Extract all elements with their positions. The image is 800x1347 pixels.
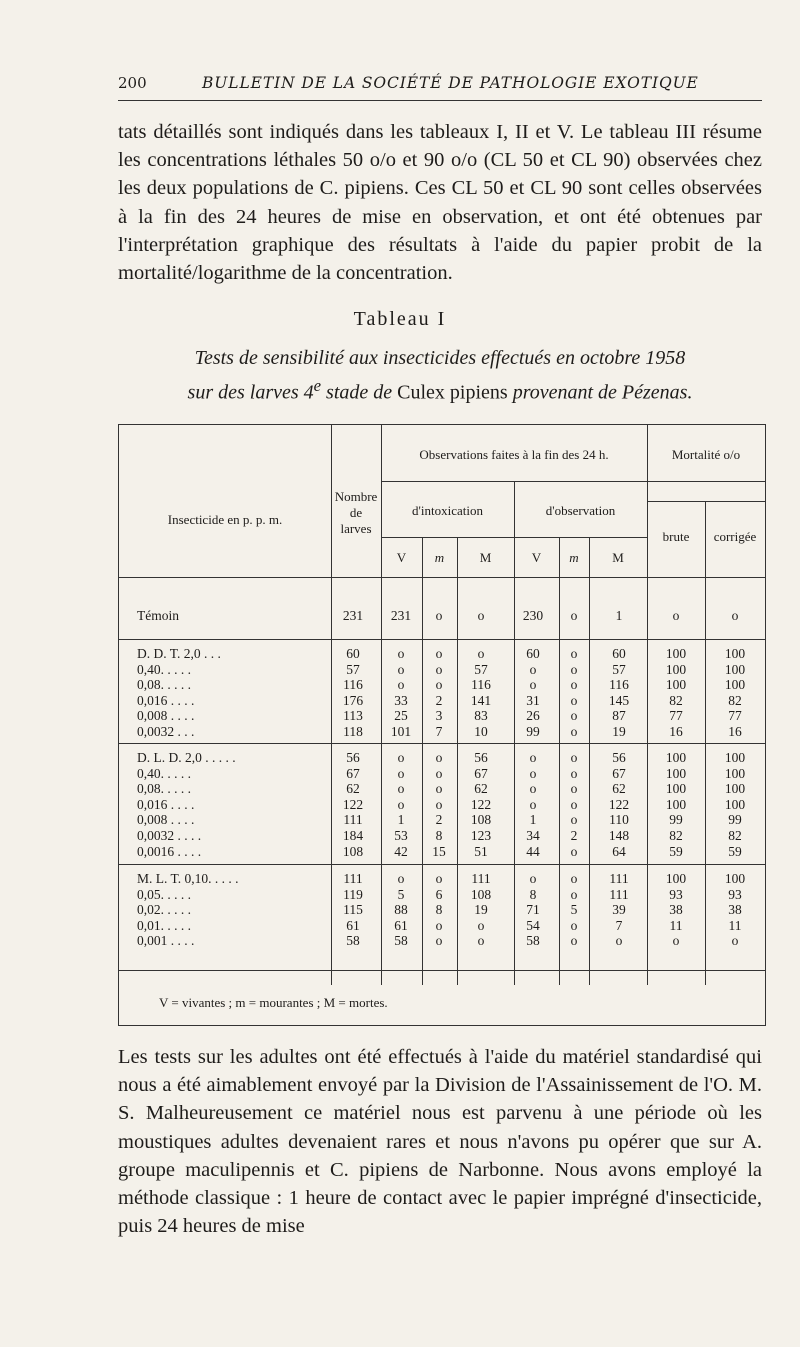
table-row [119, 693, 765, 710]
cell-value: o [529, 781, 537, 797]
table-row [119, 871, 765, 888]
cell-value: o [570, 796, 578, 812]
cell-value: 115 [343, 902, 363, 918]
header-m-obs: m [569, 550, 579, 565]
header-m-intox: m [434, 550, 445, 565]
cell-value: o [570, 661, 578, 677]
cell-value: 83 [474, 708, 488, 724]
cell-value: 77 [669, 708, 683, 724]
row-label: 0,008 . . . . [137, 708, 195, 724]
cell-value: 2 [435, 812, 443, 828]
cell-value: 113 [343, 708, 363, 724]
cell-value: 8 [529, 886, 537, 902]
row-label: 0,001 . . . . [137, 933, 195, 949]
cell-value: 5 [397, 886, 405, 902]
cell-value: o [731, 933, 739, 949]
cell-value: o [397, 781, 405, 797]
cell-value: 145 [608, 692, 630, 708]
cell-value: 62 [474, 781, 488, 797]
running-header [118, 74, 762, 101]
cell-value: 88 [394, 902, 408, 918]
cell-value: 100 [724, 646, 746, 661]
cell-value: o [435, 765, 443, 781]
row-label: M. L. T. 0,10. . . . . [137, 871, 239, 886]
paragraph-adults: Les tests sur les adultes ont été effectués à l'aide du matériel standardisé qui nous a été aimablement envoyé par la Division de l'Assainissement de l'O. M. S. Malheureusement ce matériel nous est parvenu à une période où les moustiques adultes devenaient rares et nous n'avons pu opérer que sur A. groupe maculipennis et C. pipiens de Narbonne. Nous avons employé la méthode classique : 1 heure de contact avec le papier imprégné d'insecticide, puis 24 heures de mise [118, 1046, 762, 1238]
cell-value: o [570, 812, 578, 828]
cell-value: 56 [474, 750, 488, 765]
caption-line-2a: sur des larves 4 [187, 381, 314, 404]
cell-value: o [529, 796, 537, 812]
table-row [119, 797, 765, 814]
cell-value: o [477, 608, 485, 623]
row-label: 0,40. . . . . [137, 765, 191, 781]
cell-value: 108 [342, 843, 364, 859]
row-label: Témoin [137, 608, 179, 623]
cell-value: 116 [609, 677, 629, 693]
cell-value: 59 [728, 843, 742, 859]
cell-value: 67 [474, 765, 488, 781]
caption-species: Culex pipiens [397, 381, 508, 404]
cell-value: o [731, 608, 739, 623]
header-v-intox: V [396, 550, 407, 565]
row-label: 0,0032 . . . [137, 724, 195, 739]
cell-value: 60 [346, 646, 360, 661]
header-intoxication: d'intoxication [412, 503, 483, 518]
header-corrigee: corrigée [713, 529, 757, 544]
cell-value: 100 [665, 781, 687, 797]
cell-value: 60 [612, 646, 626, 661]
cell-value: 123 [470, 828, 492, 843]
table-row [119, 646, 765, 663]
cell-value: 118 [343, 724, 363, 739]
cell-value: 56 [612, 750, 626, 765]
cell-value: 33 [394, 692, 408, 708]
table-row [119, 766, 765, 783]
cell-value: o [397, 646, 405, 661]
cell-value: o [570, 765, 578, 781]
cell-value: 116 [343, 677, 363, 693]
page-number: 200 [118, 74, 147, 92]
table-row [119, 724, 765, 741]
cell-value: 16 [669, 724, 683, 739]
cell-value: 60 [526, 646, 540, 661]
table-row [119, 662, 765, 679]
cell-value: o [570, 871, 578, 886]
cell-value: o [435, 796, 443, 812]
table-row [119, 902, 765, 919]
cell-value: 82 [669, 828, 683, 843]
cell-value: 93 [728, 886, 742, 902]
row-label: 0,016 . . . . [137, 796, 195, 812]
row-label: 0,05. . . . . [137, 886, 191, 902]
cell-value: 110 [609, 812, 629, 828]
cell-value: o [435, 933, 443, 949]
cell-value: 101 [390, 724, 412, 739]
cell-value: 61 [394, 917, 408, 933]
cell-value: 141 [470, 692, 492, 708]
table-row-temoin [119, 608, 765, 625]
cell-value: 77 [728, 708, 742, 724]
cell-value: 111 [343, 871, 363, 886]
header-brute: brute [662, 529, 690, 544]
cell-value: 7 [435, 724, 443, 739]
cell-value: 3 [435, 708, 443, 724]
cell-value: 10 [474, 724, 488, 739]
table-row [119, 887, 765, 904]
cell-value: 71 [526, 902, 540, 918]
table-row [119, 812, 765, 829]
row-label: 0,08. . . . . [137, 677, 191, 693]
table-row [119, 781, 765, 798]
cell-value: 31 [526, 692, 540, 708]
cell-value: 100 [665, 646, 687, 661]
cell-value: 100 [724, 796, 746, 812]
paragraph-intro: tats détaillés sont indiqués dans les tableaux I, II et V. Le tableau III résume les concentrations léthales 50 o/o et 90 o/o (CL 50 et CL 90) observées chez les deux populations de C. pipiens. Ces CL 50 et CL 90 sont celles observées à la fin des 24 heures de mise en observation, et ont été obtenues par l'interprétation graphique des résultats à l'aide du papier probit de la mortalité/logarithme de la concentration. [118, 121, 762, 285]
cell-value: 54 [526, 917, 540, 933]
cell-value: 82 [669, 692, 683, 708]
row-label: 0,0016 . . . . [137, 843, 202, 859]
cell-value: o [435, 871, 443, 886]
caption-sup: e [313, 376, 322, 395]
cell-value: 100 [724, 677, 746, 693]
cell-value: o [529, 661, 537, 677]
cell-value: 184 [342, 828, 364, 843]
cell-value: o [397, 796, 405, 812]
cell-value: 5 [570, 902, 578, 918]
cell-value: 100 [724, 781, 746, 797]
cell-value: o [397, 871, 405, 886]
table-row [119, 844, 765, 861]
cell-value: 111 [609, 886, 629, 902]
cell-value: o [435, 646, 443, 661]
caption-line-2b: stade de [321, 381, 398, 404]
cell-value: o [435, 608, 443, 623]
cell-value: 6 [435, 886, 443, 902]
cell-value: o [570, 677, 578, 693]
cell-value: 99 [728, 812, 742, 828]
cell-value: 100 [724, 871, 746, 886]
table-row [119, 933, 765, 950]
cell-value: 1 [397, 812, 405, 828]
cell-value: o [477, 917, 485, 933]
cell-value: 2 [435, 692, 443, 708]
cell-value: 111 [471, 871, 491, 886]
cell-value: 38 [669, 902, 683, 918]
cell-value: 99 [526, 724, 540, 739]
cell-value: 44 [526, 843, 540, 859]
cell-value: 1 [615, 608, 623, 623]
table-row [119, 677, 765, 694]
cell-value: o [435, 677, 443, 693]
header-v-obs: V [531, 550, 542, 565]
caption-line-1: Tests de sensibilité aux insecticides effectués en octobre 1958 [194, 347, 686, 369]
row-label: 0,008 . . . . [137, 812, 195, 828]
cell-value: 111 [343, 812, 363, 828]
cell-value: 231 [342, 608, 364, 623]
cell-value: 26 [526, 708, 540, 724]
cell-value: o [435, 781, 443, 797]
cell-value: o [477, 646, 485, 661]
cell-value: 82 [728, 692, 742, 708]
cell-value: 108 [470, 886, 492, 902]
cell-value: 8 [435, 902, 443, 918]
cell-value: o [672, 608, 680, 623]
cell-value: 8 [435, 828, 443, 843]
cell-value: o [529, 750, 537, 765]
cell-value: 100 [724, 750, 746, 765]
cell-value: o [477, 933, 485, 949]
header-observation: d'observation [545, 503, 616, 518]
cell-value: 11 [728, 917, 742, 933]
cell-value: o [529, 677, 537, 693]
cell-value: o [529, 765, 537, 781]
cell-value: o [570, 692, 578, 708]
cell-value: o [529, 871, 537, 886]
row-label: 0,0032 . . . . [137, 828, 202, 843]
cell-value: o [435, 661, 443, 677]
cell-value: 64 [612, 843, 626, 859]
cell-value: 122 [608, 796, 630, 812]
cell-value: 176 [342, 692, 364, 708]
cell-value: 100 [665, 677, 687, 693]
cell-value: 100 [665, 661, 687, 677]
table-caption [118, 344, 762, 407]
cell-value: o [570, 708, 578, 724]
cell-value: 61 [346, 917, 360, 933]
cell-value: 15 [432, 843, 446, 859]
cell-value: o [570, 781, 578, 797]
cell-value: o [435, 917, 443, 933]
header-mortalite: Mortalité o/o [671, 447, 741, 462]
cell-value: 100 [665, 871, 687, 886]
cell-value: 7 [615, 917, 623, 933]
table-row [119, 918, 765, 935]
header-nombre: Nombre de larves [334, 489, 378, 536]
cell-value: o [397, 750, 405, 765]
cell-value: 116 [471, 677, 491, 693]
row-label: 0,08. . . . . [137, 781, 191, 797]
cell-value: 62 [612, 781, 626, 797]
cell-value: 19 [474, 902, 488, 918]
cell-value: 38 [728, 902, 742, 918]
table-row [119, 750, 765, 767]
cell-value: 108 [470, 812, 492, 828]
cell-value: 93 [669, 886, 683, 902]
cell-value: 1 [529, 812, 537, 828]
cell-value: 62 [346, 781, 360, 797]
cell-value: o [397, 765, 405, 781]
cell-value: o [397, 677, 405, 693]
header-M-obs: M [612, 550, 624, 565]
table-title: Tableau I [353, 308, 447, 330]
row-label: 0,01. . . . . [137, 917, 191, 933]
cell-value: o [570, 933, 578, 949]
cell-value: 2 [570, 828, 578, 843]
row-label: 0,40. . . . . [137, 661, 191, 677]
table-body [119, 425, 765, 1025]
cell-value: 34 [526, 828, 540, 843]
header-observations: Observations faites à la fin des 24 h. [419, 447, 609, 462]
cell-value: 99 [669, 812, 683, 828]
cell-value: 57 [474, 661, 488, 677]
cell-value: 111 [609, 871, 629, 886]
cell-value: 42 [394, 843, 408, 859]
cell-value: 67 [346, 765, 360, 781]
data-table [118, 424, 766, 1026]
cell-value: o [570, 917, 578, 933]
cell-value: o [570, 750, 578, 765]
cell-value: 11 [669, 917, 683, 933]
cell-value: o [570, 886, 578, 902]
cell-value: o [570, 646, 578, 661]
cell-value: 148 [608, 828, 630, 843]
caption-line-2d: provenant de Pézenas. [507, 381, 693, 404]
cell-value: 16 [728, 724, 742, 739]
cell-value: 100 [724, 765, 746, 781]
row-label: D. L. D. 2,0 . . . . . [137, 750, 236, 765]
cell-value: o [397, 661, 405, 677]
cell-value: 25 [394, 708, 408, 724]
header-M-intox: M [479, 550, 492, 565]
cell-value: o [570, 608, 578, 623]
cell-value: o [570, 843, 578, 859]
cell-value: 100 [724, 661, 746, 677]
cell-value: 100 [665, 765, 687, 781]
row-label: 0,02. . . . . [137, 902, 191, 918]
cell-value: 100 [665, 750, 687, 765]
cell-value: 39 [612, 902, 626, 918]
cell-value: o [570, 724, 578, 739]
table-row [119, 708, 765, 725]
cell-value: 82 [728, 828, 742, 843]
cell-value: 58 [394, 933, 408, 949]
cell-value: o [615, 933, 623, 949]
cell-value: 100 [665, 796, 687, 812]
header-insecticide: Insecticide en p. p. m. [167, 512, 283, 527]
cell-value: 122 [342, 796, 364, 812]
cell-value: o [672, 933, 680, 949]
cell-value: 57 [612, 661, 626, 677]
cell-value: 67 [612, 765, 626, 781]
cell-value: 58 [526, 933, 540, 949]
cell-value: 122 [470, 796, 492, 812]
cell-value: 87 [612, 708, 626, 724]
cell-value: 51 [474, 843, 488, 859]
table-legend: V = vivantes ; m = mourantes ; M = mortes. [159, 995, 388, 1010]
cell-value: 57 [346, 661, 360, 677]
cell-value: 53 [394, 828, 408, 843]
cell-value: 58 [346, 933, 360, 949]
cell-value: 56 [346, 750, 360, 765]
table-row [119, 828, 765, 845]
running-head-title: BULLETIN DE LA SOCIÉTÉ DE PATHOLOGIE EXOTIQUE [202, 74, 699, 92]
cell-value: 231 [390, 608, 412, 623]
cell-value: 59 [669, 843, 683, 859]
cell-value: 230 [522, 608, 544, 623]
cell-value: o [435, 750, 443, 765]
row-label: 0,016 . . . . [137, 692, 195, 708]
row-label: D. D. T. 2,0 . . . [137, 646, 221, 661]
cell-value: 19 [612, 724, 626, 739]
cell-value: 119 [343, 886, 363, 902]
